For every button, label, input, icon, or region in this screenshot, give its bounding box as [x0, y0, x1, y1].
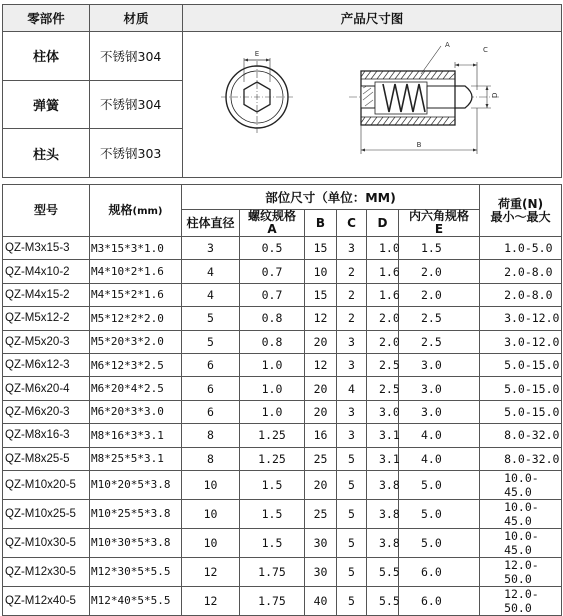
spec-cell: M8*25*5*3.1: [90, 447, 182, 470]
b-cell: 20: [305, 330, 337, 353]
d-cell: 3.8: [367, 528, 399, 557]
hex-spec-cell: 3.0: [399, 400, 480, 423]
spec-cell: M12*40*5*5.5: [90, 586, 182, 615]
thread-spec-cell: 1.0: [240, 377, 305, 400]
load-range-cell: 10.0-45.0: [480, 470, 562, 499]
c-cell: 5: [337, 447, 367, 470]
load-range-cell: 5.0-15.0: [480, 353, 562, 376]
thread-spec-cell: 1.5: [240, 499, 305, 528]
c-cell: 5: [337, 499, 367, 528]
spec-cell: M12*30*5*5.5: [90, 557, 182, 586]
b-cell: 12: [305, 307, 337, 330]
hex-header-line1: 内六角规格: [409, 209, 470, 223]
load-range-cell: 8.0-32.0: [480, 424, 562, 447]
thread-header-line1: 螺纹规格: [247, 209, 296, 223]
table-row: [3, 307, 562, 330]
dim-c-label: C: [483, 46, 488, 54]
d-header: D: [367, 210, 399, 237]
hex-spec-cell: 2.0: [399, 260, 480, 283]
body-diameter-cell: 6: [182, 400, 240, 423]
dim-a-label: A: [445, 41, 450, 49]
body-diameter-cell: 12: [182, 586, 240, 615]
model-cell: QZ-M10x30-5: [3, 528, 90, 557]
drawing-header: 产品尺寸图: [183, 5, 562, 32]
table-row: [3, 260, 562, 283]
spec-cell: M3*15*3*1.0: [90, 237, 182, 260]
b-cell: 30: [305, 528, 337, 557]
model-header-text: 型号: [33, 203, 58, 217]
model-cell: QZ-M12x40-5: [3, 586, 90, 615]
body-diameter-cell: 12: [182, 557, 240, 586]
b-cell: 30: [305, 557, 337, 586]
d-cell: 1.6: [367, 260, 399, 283]
spec-cell: M10*30*5*3.8: [90, 528, 182, 557]
d-cell: 1.0: [367, 237, 399, 260]
c-cell: 3: [337, 330, 367, 353]
model-cell: QZ-M8x16-3: [3, 424, 90, 447]
model-cell: QZ-M4x15-2: [3, 283, 90, 306]
model-cell: QZ-M10x25-5: [3, 499, 90, 528]
spec-table-body: [3, 237, 562, 616]
body-diameter-cell: 4: [182, 260, 240, 283]
load-range-cell: 5.0-15.0: [480, 400, 562, 423]
thread-spec-cell: 1.0: [240, 400, 305, 423]
materials-row: [3, 32, 562, 81]
d-cell: 3.8: [367, 499, 399, 528]
table-row: [3, 424, 562, 447]
load-range-cell: 12.0-50.0: [480, 586, 562, 615]
load-range-cell: 1.0-5.0: [480, 237, 562, 260]
spec-cell: M6*20*3*3.0: [90, 400, 182, 423]
body-diameter-cell: 10: [182, 528, 240, 557]
model-cell: QZ-M8x25-5: [3, 447, 90, 470]
materials-table: [2, 4, 562, 178]
spec-cell: M5*20*3*2.0: [90, 330, 182, 353]
table-row: [3, 528, 562, 557]
c-cell: 5: [337, 586, 367, 615]
d-cell: 2.5: [367, 377, 399, 400]
body-diameter-cell: 10: [182, 499, 240, 528]
table-row: [3, 586, 562, 615]
model-cell: QZ-M5x20-3: [3, 330, 90, 353]
load-range-cell: 5.0-15.0: [480, 377, 562, 400]
hex-spec-cell: 5.0: [399, 470, 480, 499]
material-value: 不锈钢304: [90, 32, 183, 81]
hex-spec-cell: 2.5: [399, 307, 480, 330]
model-cell: QZ-M6x20-3: [3, 400, 90, 423]
model-cell: QZ-M12x30-5: [3, 557, 90, 586]
load-range-cell: 8.0-32.0: [480, 447, 562, 470]
spec-cell: M10*20*5*3.8: [90, 470, 182, 499]
thread-spec-cell: 1.25: [240, 424, 305, 447]
spec-cell: M10*25*5*3.8: [90, 499, 182, 528]
hex-spec-header: [399, 210, 480, 237]
d-cell: 2.0: [367, 307, 399, 330]
load-header-line2: 最小～最大: [490, 209, 551, 224]
part-name: 弹簧: [3, 80, 90, 129]
hex-spec-cell: 4.0: [399, 447, 480, 470]
thread-spec-cell: 1.5: [240, 528, 305, 557]
b-cell: 20: [305, 400, 337, 423]
table-row: [3, 283, 562, 306]
thread-spec-cell: 1.75: [240, 586, 305, 615]
b-cell: 20: [305, 377, 337, 400]
spec-cell: M5*12*2*2.0: [90, 307, 182, 330]
b-cell: 12: [305, 353, 337, 376]
body-diameter-cell: 6: [182, 353, 240, 376]
end-view: [221, 50, 293, 133]
table-row: [3, 330, 562, 353]
table-row: [3, 400, 562, 423]
c-cell: 3: [337, 424, 367, 447]
spec-cell: M6*12*3*2.5: [90, 353, 182, 376]
body-diameter-cell: 4: [182, 283, 240, 306]
thread-spec-cell: 0.7: [240, 283, 305, 306]
spec-header: [90, 185, 182, 237]
table-row: [3, 377, 562, 400]
model-cell: QZ-M6x20-4: [3, 377, 90, 400]
c-cell: 2: [337, 307, 367, 330]
thread-spec-cell: 0.8: [240, 330, 305, 353]
load-range-cell: 10.0-45.0: [480, 528, 562, 557]
dim-b-label: B: [416, 141, 422, 149]
body-diameter-cell: 8: [182, 447, 240, 470]
material-value: 不锈钢303: [90, 129, 183, 178]
spec-cell: M8*16*3*3.1: [90, 424, 182, 447]
spec-table: [2, 184, 562, 616]
load-header: [480, 185, 562, 237]
material-value: 不锈钢304: [90, 80, 183, 129]
d-cell: 2.5: [367, 353, 399, 376]
body-diameter-cell: 5: [182, 330, 240, 353]
thread-spec-cell: 1.25: [240, 447, 305, 470]
thread-spec-cell: 0.7: [240, 260, 305, 283]
table-row: [3, 470, 562, 499]
c-cell: 4: [337, 377, 367, 400]
d-cell: 5.5: [367, 586, 399, 615]
thread-spec-header: [240, 210, 305, 237]
spec-cell: M6*20*4*2.5: [90, 377, 182, 400]
b-cell: 40: [305, 586, 337, 615]
c-cell: 5: [337, 557, 367, 586]
model-header: [3, 185, 90, 237]
d-cell: 2.0: [367, 330, 399, 353]
thread-header-line2: A: [267, 222, 277, 236]
hex-spec-cell: 3.0: [399, 353, 480, 376]
hex-spec-cell: 6.0: [399, 557, 480, 586]
load-range-cell: 3.0-12.0: [480, 330, 562, 353]
model-cell: QZ-M4x10-2: [3, 260, 90, 283]
table-row: [3, 447, 562, 470]
c-cell: 2: [337, 260, 367, 283]
model-cell: QZ-M6x12-3: [3, 353, 90, 376]
hex-spec-cell: 1.5: [399, 237, 480, 260]
hex-spec-cell: 2.5: [399, 330, 480, 353]
c-cell: 2: [337, 283, 367, 306]
load-range-cell: 10.0-45.0: [480, 499, 562, 528]
spec-cell: M4*10*2*1.6: [90, 260, 182, 283]
d-cell: 3.1: [367, 447, 399, 470]
d-cell: 5.5: [367, 557, 399, 586]
body-diameter-cell: 5: [182, 307, 240, 330]
hex-spec-cell: 4.0: [399, 424, 480, 447]
body-diameter-cell: 8: [182, 424, 240, 447]
c-cell: 5: [337, 470, 367, 499]
part-name: 柱头: [3, 129, 90, 178]
hex-header-line2: E: [434, 222, 444, 236]
materials-header-row: [3, 5, 562, 32]
b-header: B: [305, 210, 337, 237]
body-diameter-header: 柱体直径: [182, 210, 240, 237]
part-name: 柱体: [3, 32, 90, 81]
thread-spec-cell: 1.75: [240, 557, 305, 586]
load-header-line1: 荷重(N): [498, 196, 544, 211]
body-diameter-cell: 10: [182, 470, 240, 499]
load-range-cell: 2.0-8.0: [480, 260, 562, 283]
spec-header-row: [3, 185, 562, 210]
d-cell: 3.8: [367, 470, 399, 499]
c-cell: 5: [337, 528, 367, 557]
thread-spec-cell: 1.5: [240, 470, 305, 499]
d-cell: 3.1: [367, 424, 399, 447]
dim-e-label: E: [254, 50, 260, 58]
b-cell: 10: [305, 260, 337, 283]
body-diameter-cell: 6: [182, 377, 240, 400]
c-cell: 3: [337, 400, 367, 423]
b-cell: 16: [305, 424, 337, 447]
table-row: [3, 237, 562, 260]
thread-spec-cell: 1.0: [240, 353, 305, 376]
spec-cell: M4*15*2*1.6: [90, 283, 182, 306]
b-cell: 15: [305, 237, 337, 260]
load-range-cell: 2.0-8.0: [480, 283, 562, 306]
hex-spec-cell: 5.0: [399, 499, 480, 528]
c-cell: 3: [337, 353, 367, 376]
model-cell: QZ-M10x20-5: [3, 470, 90, 499]
product-drawing-cell: [183, 32, 562, 178]
dimension-group-header: 部位尺寸（单位：MM): [182, 185, 480, 210]
hex-spec-cell: 3.0: [399, 377, 480, 400]
model-cell: QZ-M3x15-3: [3, 237, 90, 260]
spec-header-text: 规格: [108, 202, 133, 217]
d-cell: 3.0: [367, 400, 399, 423]
thread-spec-cell: 0.5: [240, 237, 305, 260]
b-cell: 20: [305, 470, 337, 499]
c-cell: 3: [337, 237, 367, 260]
table-row: [3, 353, 562, 376]
b-cell: 25: [305, 447, 337, 470]
spec-header-unit: (mm): [132, 205, 163, 217]
hex-spec-cell: 6.0: [399, 586, 480, 615]
b-cell: 15: [305, 283, 337, 306]
load-range-cell: 3.0-12.0: [480, 307, 562, 330]
product-dimension-drawing: [183, 32, 561, 177]
hex-spec-cell: 5.0: [399, 528, 480, 557]
b-cell: 25: [305, 499, 337, 528]
side-view: [349, 41, 499, 154]
part-header: 零部件: [3, 5, 90, 32]
table-row: [3, 557, 562, 586]
d-cell: 1.6: [367, 283, 399, 306]
material-header: 材质: [90, 5, 183, 32]
dim-d-label: D: [491, 92, 499, 98]
model-cell: QZ-M5x12-2: [3, 307, 90, 330]
body-diameter-cell: 3: [182, 237, 240, 260]
table-row: [3, 499, 562, 528]
load-range-cell: 12.0-50.0: [480, 557, 562, 586]
thread-spec-cell: 0.8: [240, 307, 305, 330]
c-header: C: [337, 210, 367, 237]
hex-spec-cell: 2.0: [399, 283, 480, 306]
